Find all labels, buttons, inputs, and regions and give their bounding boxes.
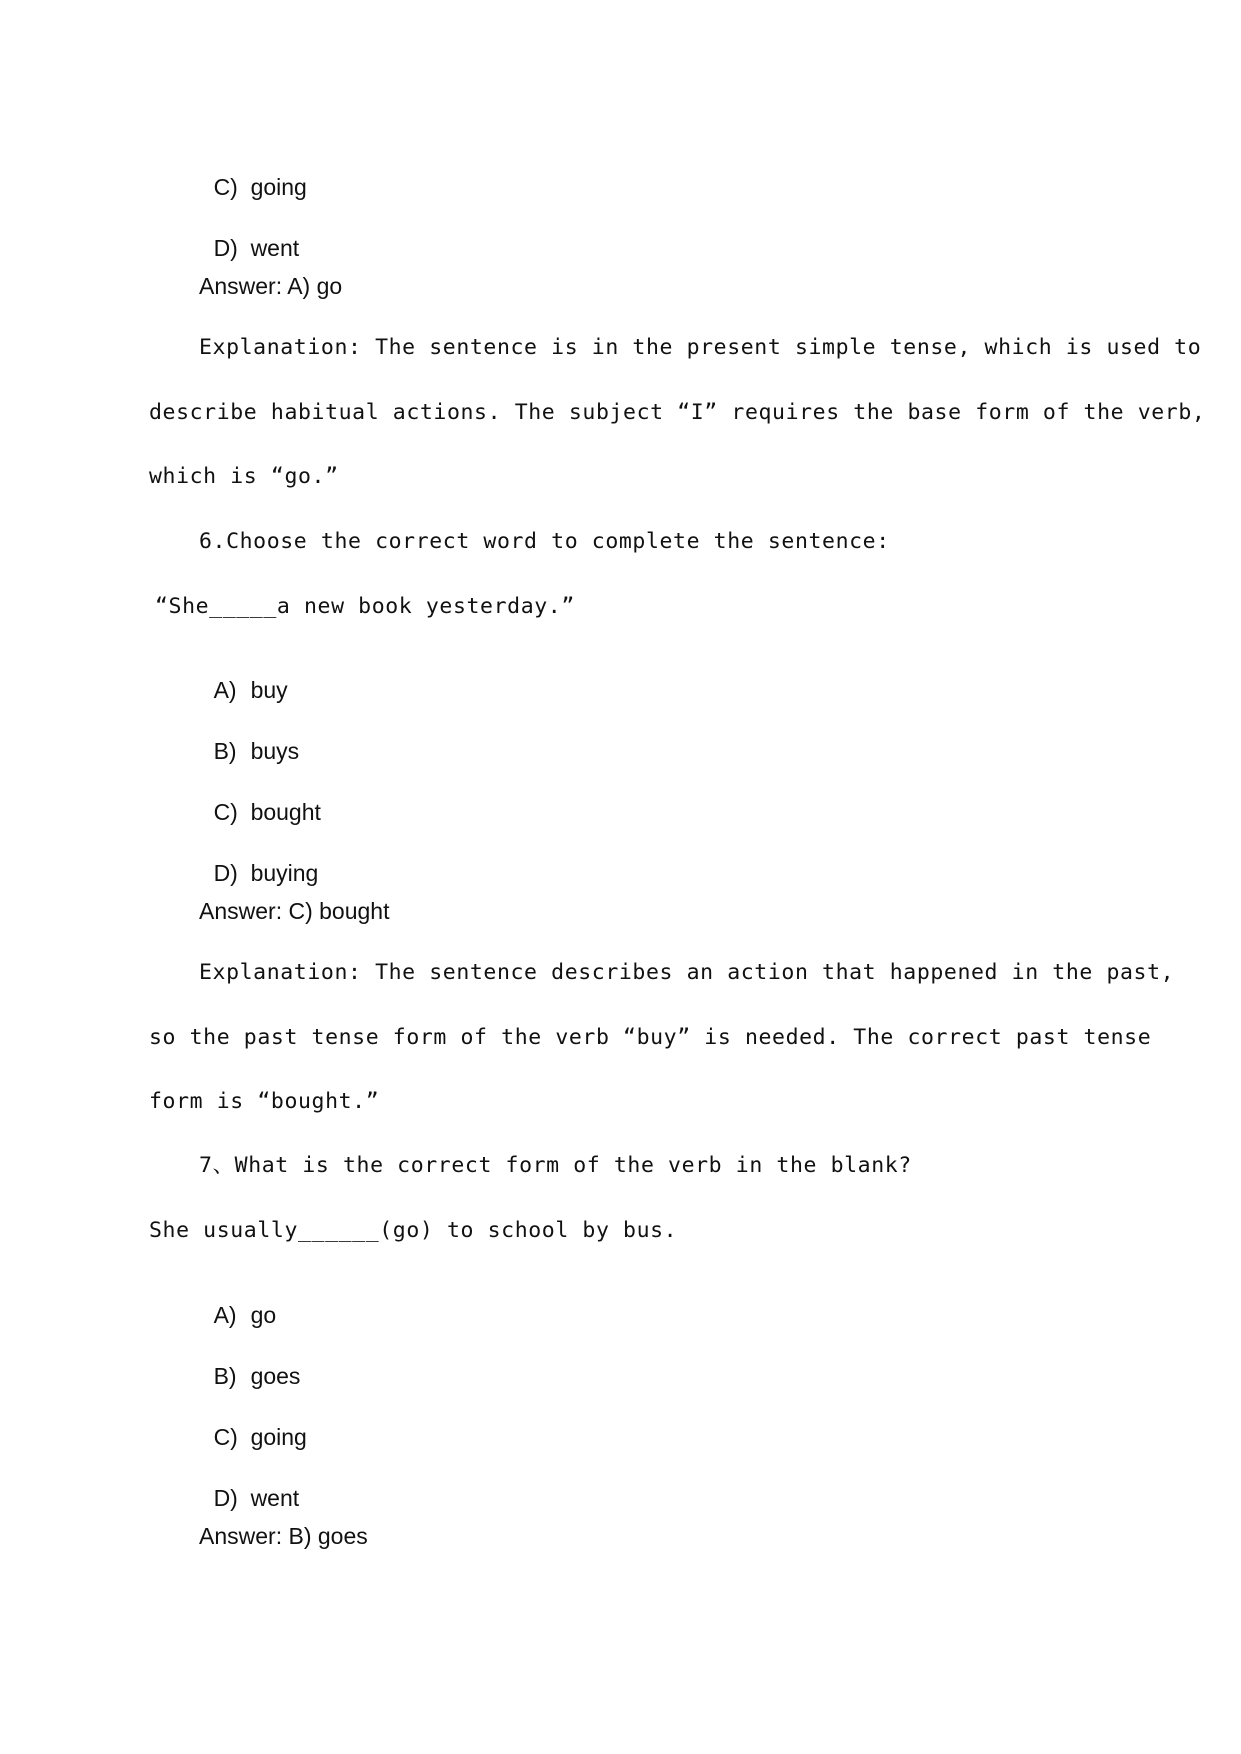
q5-answer: Answer: A) go	[199, 273, 343, 299]
q6-explanation-line-1: Explanation: The sentence describes an action that happened in the past,	[199, 960, 1175, 985]
q6-sentence: “She_____a new book yesterday.”	[155, 594, 575, 619]
option-text: bought	[250, 799, 321, 825]
option-letter: A)	[213, 1302, 237, 1328]
q7-option-b	[188, 1342, 300, 1411]
q7-answer: Answer: B) goes	[199, 1523, 368, 1549]
q6-option-b	[188, 717, 299, 786]
q7-sentence: She usually______(go) to school by bus.	[149, 1218, 678, 1243]
q6-answer: Answer: C) bought	[199, 898, 390, 924]
option-letter: A)	[213, 677, 237, 703]
q5-explanation-line-2: describe habitual actions. The subject “I” requires the base form of the verb,	[149, 400, 1206, 425]
q6-option-c	[188, 778, 321, 847]
option-text: going	[250, 1424, 307, 1450]
q7-option-c	[188, 1403, 307, 1472]
option-text: went	[250, 1485, 300, 1511]
q6-option-a	[188, 656, 288, 725]
option-text: went	[250, 235, 300, 261]
option-letter: D)	[213, 860, 238, 886]
q7-option-a	[188, 1281, 276, 1350]
q5-explanation-line-1: Explanation: The sentence is in the present simple tense, which is used to	[199, 335, 1202, 360]
option-text: goes	[250, 1363, 301, 1389]
q5-option-c	[188, 153, 307, 222]
q7-prompt: 7、What is the correct form of the verb in the blank?	[199, 1153, 912, 1178]
option-letter: B)	[213, 738, 237, 764]
option-letter: C)	[213, 799, 238, 825]
option-text: buying	[250, 860, 319, 886]
option-text: go	[250, 1302, 277, 1328]
option-text: buys	[250, 738, 300, 764]
option-letter: B)	[213, 1363, 237, 1389]
q6-prompt: 6.Choose the correct word to complete the sentence:	[199, 529, 890, 554]
option-letter: C)	[213, 174, 238, 200]
q6-explanation-line-3: form is “bought.”	[149, 1089, 380, 1114]
option-text: going	[250, 174, 307, 200]
option-text: buy	[250, 677, 288, 703]
option-letter: D)	[213, 235, 238, 261]
option-letter: C)	[213, 1424, 238, 1450]
q5-explanation-line-3: which is “go.”	[149, 464, 339, 489]
option-letter: D)	[213, 1485, 238, 1511]
q6-explanation-line-2: so the past tense form of the verb “buy” is needed. The correct past tense	[149, 1025, 1152, 1050]
